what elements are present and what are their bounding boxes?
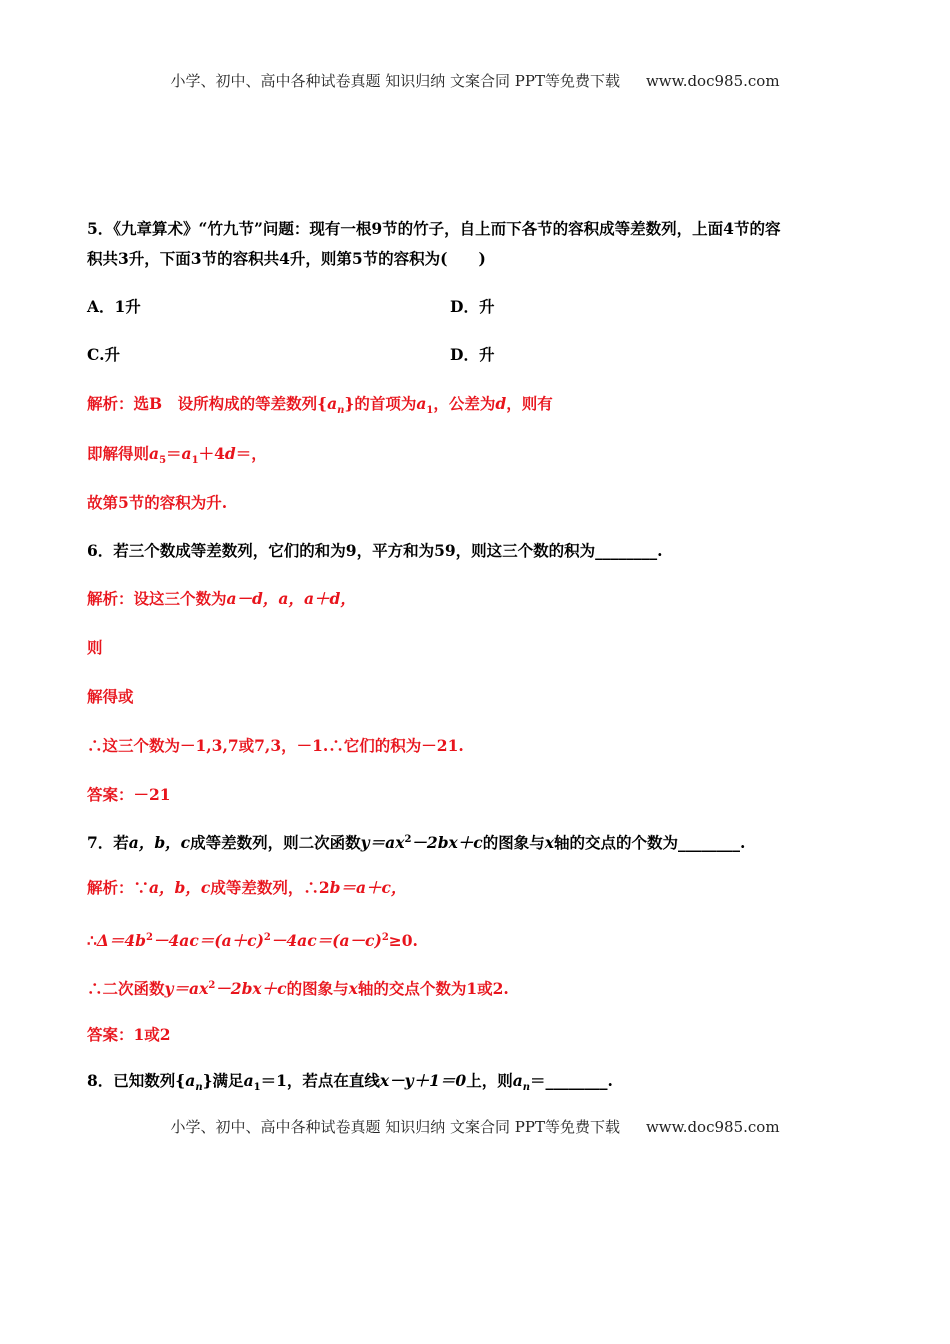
q5-options-row2 — [87, 344, 867, 366]
header-text: 小学、初中、高中各种试卷真题 知识归纳 文案合同 PPT等免费下载 — [170, 72, 620, 90]
q7-solution-line2: $\therefore\Delta=4b^2-4ac=(a+c)^2-4ac=(a-c)^2\ge 0$. — [87, 931, 418, 951]
q7-stem: 7．若a，b，c成等差数列，则二次函数$y=ax^2-2bx+c$的图象与x轴的交点的个数为________. — [87, 833, 746, 853]
q5-option-d1: D．升 — [450, 297, 495, 316]
q5-solution-line3: 故第5节的容积为升. — [87, 493, 228, 512]
q5-option-a: A．1升 — [87, 297, 141, 316]
q6-solution-line1: 解析：设这三个数为a－d，a，a＋d， — [87, 589, 356, 608]
q5-solution-line1: 解析：选B 设所构成的等差数列$\{a_n\}$的首项为$a_1$，公差为d，则有 — [87, 394, 553, 417]
q6-solution-line4: ∴这三个数为－1,3,7或7,3，－1.∴它们的积为－21. — [87, 736, 464, 755]
footer-text: 小学、初中、高中各种试卷真题 知识归纳 文案合同 PPT等免费下载 — [170, 1118, 620, 1136]
q6-answer: 答案：－21 — [87, 785, 171, 804]
q5-option-d2: D．升 — [450, 345, 495, 364]
q5-solution-line2: 即解得则$a_5=a_1+4d=$， — [87, 444, 267, 467]
q7-answer: 答案：1或2 — [87, 1025, 171, 1044]
q6-solution-line2: 则 — [87, 638, 103, 657]
page-footer — [0, 1116, 950, 1137]
q5-stem-line2: 积共3升，下面3节的容积共4升，则第5节的容积为( ) — [87, 249, 486, 268]
q8-stem: 8．已知数列$\{a_n\}$满足$a_1=1$，若点在直线x－y＋1＝0上，则$a_n=\_\_\_\_\_\_\_\_$. — [87, 1071, 613, 1094]
footer-site: www.doc985.com — [645, 1118, 780, 1136]
q7-solution-line1: 解析：∵a，b，c成等差数列，∴2b＝a＋c， — [87, 878, 407, 897]
q5-option-c: C.升 — [87, 345, 120, 364]
q7-solution-line3: ∴二次函数$y=ax^2-2bx+c$的图象与x轴的交点个数为1或2. — [87, 979, 509, 999]
q6-solution-line3: 解得或 — [87, 687, 134, 706]
page-header — [0, 70, 950, 91]
q6-stem: 6．若三个数成等差数列，它们的和为9，平方和为59，则这三个数的积为________. — [87, 541, 663, 560]
q5-options-row1 — [87, 296, 867, 318]
q5-stem-line1: 5．《九章算术》“竹九节”问题：现有一根9节的竹子，自上而下各节的容积成等差数列，上面4节的容 — [87, 219, 781, 238]
header-site: www.doc985.com — [645, 72, 780, 90]
